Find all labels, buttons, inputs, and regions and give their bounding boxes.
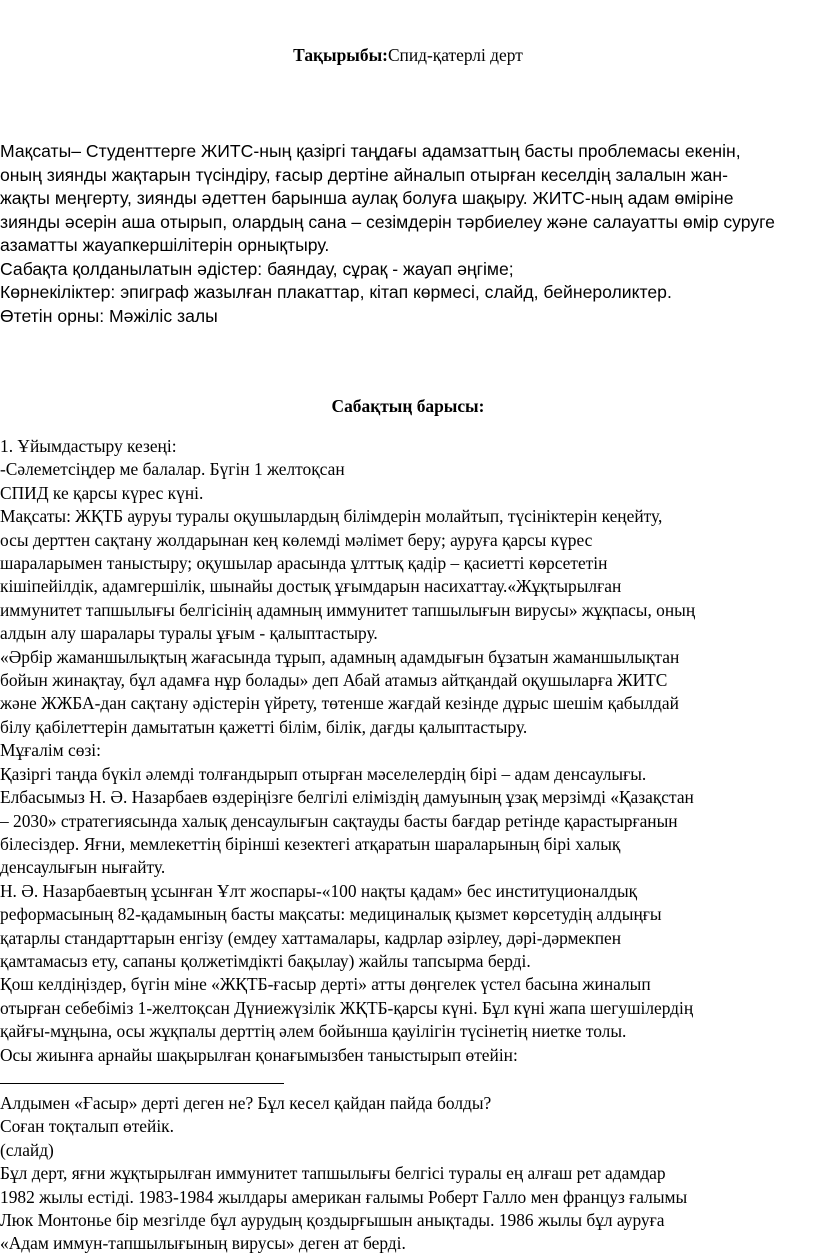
body-line: «Әрбір жаманшылықтың жағасында тұрып, адамның адамдығын бұзатын жаманшылықтан [0,646,680,667]
visual-aids-line: Көрнекіліктер: эпиграф жазылған плакаттар, кітап көрмесі, слайд, бейнероликтер. [0,282,672,302]
body-line: «Адам иммун-тапшылығының вирусы» деген ат берді. [0,1233,406,1254]
body-line: 1. Ұйымдастыру кезеңі: [0,436,177,456]
section-heading: Сабақтың барысы: [331,396,485,416]
body-line: алдын алу шаралары туралы ұғым - қалыптастыру. [0,623,378,644]
purpose-line: жақты меңгерту, зиянды әдеттен барынша аулақ болуға шақыру. ЖИТС-ның адам өміріне [0,188,734,208]
purpose-section [0,140,816,328]
purpose-line: азаматты жауапкершілітерін орнықтыру. [0,235,330,255]
body-line: реформасының 82-қадамының басты мақсаты: медициналық қызмет көрсетудің алдыңғы [0,904,662,925]
purpose-line: зиянды әсерін аша отырып, олардың сана – сезімдерін тәрбиелеу және салауатты өмір суруге [0,211,775,232]
body-line: бойын жинақтау, бұл адамға нұр болады» деп Абай атамыз айтқандай оқушыларға ЖИТС [0,670,668,691]
body-line: Бұл дерт, яғни жұқтырылған иммунитет тапшылығы белгісі туралы ең алғаш рет адамдар [0,1163,666,1184]
body-line: Мақсаты: ЖҚТБ ауруы туралы оқушылардың білімдерін молайтып, түсініктерін кеңейту, [0,506,663,527]
body-line: Н. Ә. Назарбаевтың ұсынған Ұлт жоспары-«100 нақты қадам» бес институционалдық [0,880,638,901]
lesson-body [0,435,816,1067]
purpose-line: оның зиянды жақтарын түсіндіру, ғасыр дертіне айналып отырған кеселдің залалын жан- [0,164,728,185]
body-line: қатарлы стандарттарын енгізу (емдеу хаттамалары, кадрлар әзірлеу, дәрі-дәрмекпен [0,927,622,948]
after-rule-section [0,1092,816,1256]
body-line: – 2030» стратегиясында халық денсаулығын сақтауды басты бағдар ретінде қарастырғанын [0,810,678,831]
title-text: Спид-қатерлі дерт [387,45,523,65]
purpose-line: Мақсаты– Студенттерге ЖИТС-ның қазіргі таңдағы адамзаттың басты проблемасы екенін, [0,141,741,161]
body-line: Алдымен «Ғасыр» дерті деген не? Бұл кесел қайдан пайда болды? [0,1093,492,1113]
title-label: Тақырыбы: [293,45,388,65]
document-title [0,44,816,67]
venue-line: Өтетін орны: Мәжіліс залы [0,305,218,326]
body-line: СПИД ке қарсы күрес күні. [0,482,204,503]
body-line: 1982 жылы естіді. 1983-1984 жылдары американ ғалымы Роберт Галло мен француз ғалымы [0,1186,688,1207]
body-line: Мұғалім сөзі: [0,740,101,761]
body-line: -Сәлеметсіңдер ме балалар. Бүгін 1 желтоқсан [0,459,345,480]
body-line: қамтамасыз ету, сапаны қолжетімдікті бақылау) жайлы тапсырма берді. [0,950,531,971]
body-line: Осы жиынға арнайы шақырылған қонағымызбен таныстырып өтейін: [0,1044,518,1065]
body-line: білу қабілеттерін дамытатын қажетті білім, білік, дағды қалыптастыру. [0,716,528,737]
body-line: Қош келдіңіздер, бүгін міне «ЖҚТБ-ғасыр дерті» атты дөңгелек үстел басына жиналып [0,974,651,995]
body-line: шараларымен таныстыру; оқушылар арасында ұлттық қадір – қасиетті көрсететін [0,553,608,574]
body-line: отырған себебіміз 1-желтоқсан Дүниежүзілік ЖҚТБ-қарсы күні. Бұл күні жапа шегушілердің [0,997,694,1018]
body-line: Елбасымыз Н. Ә. Назарбаев өздеріңізге белгілі еліміздің дамуының ұзақ мерзімді «Қазақстан [0,787,694,808]
body-line: Люк Монтонье бір мезгілде бұл аурудың қоздырғышын анықтады. 1986 жылы бұл ауруға [0,1210,665,1231]
body-line: денсаулығын нығайту. [0,857,166,878]
body-line: кішіпейілдік, адамгершілік, шынайы достық ұғымдарын насихаттау.«Жұқтырылған [0,576,622,597]
body-line: (слайд) [0,1139,54,1160]
body-line: және ЖЖБА-дан сақтану әдістерін үйрету, төтенше жағдай кезінде дұрыс шешім қабылдай [0,693,679,714]
body-line: иммунитет тапшылығы белгісінің адамның иммунитет тапшылығын вирусы» жұқпасы, оның [0,599,696,620]
body-line: қайғы-мұңына, осы жұқпалы дерттің әлем бойынша қауілігін түсінетің ниетке толы. [0,1021,627,1042]
body-line: осы дерттен сақтану жолдарынан кең көлемді мәлімет беру; ауруға қарсы күрес [0,529,593,550]
body-line: Соған тоқталып өтейік. [0,1116,174,1137]
methods-line: Сабақта қолданылатын әдістер: баяндау, сұрақ - жауап әңгіме; [0,258,514,279]
body-line: Қазіргі таңда бүкіл әлемді толғандырып отырған мәселелердің бірі – адам денсаулығы. [0,763,647,784]
horizontal-rule [0,1083,284,1084]
body-line: білесіздер. Яғни, мемлекеттің бірінші кезектегі атқаратын шараларының бірі халық [0,833,621,854]
